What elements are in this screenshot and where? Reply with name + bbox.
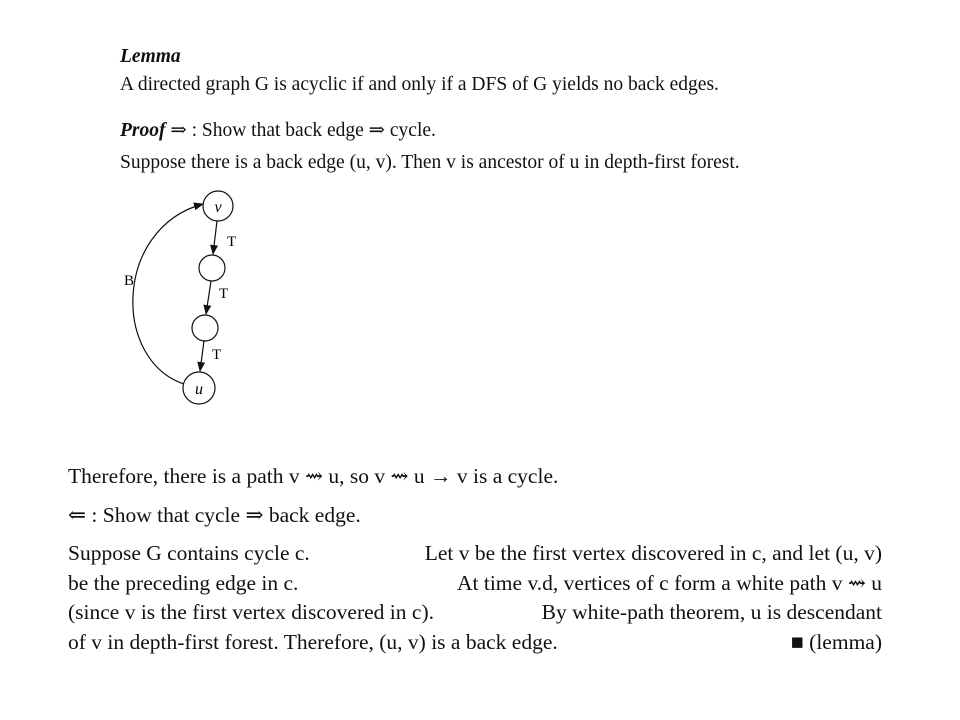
para-line-2-b: At time v.d, vertices of c form a white path v ⇝ u <box>456 571 882 595</box>
para-line-3-b: By white-path theorem, u is descendant <box>541 600 882 624</box>
svg-text:u: u <box>195 381 203 398</box>
qed-lemma: ■ (lemma) <box>790 630 882 654</box>
tree-edge-label-2: T <box>219 286 229 302</box>
proof-forward-text: ⇒ : Show that back edge ⇒ cycle. <box>170 120 436 141</box>
para-line-1 <box>68 541 882 566</box>
tree-edge-3 <box>200 341 204 371</box>
back-edge-label: B <box>124 273 135 289</box>
para-line-1-b: Let v be the first vertex discovered in c, and let (u, v) <box>424 541 882 565</box>
para-line-2 <box>68 571 882 596</box>
lemma-statement: A directed graph G is acyclic if and only if a DFS of G yields no back edges. <box>120 74 719 95</box>
proof-forward-line <box>120 118 436 142</box>
proof-label: Proof <box>120 120 166 141</box>
converse-line: ⇐ : Show that cycle ⇒ back edge. <box>68 503 361 527</box>
para-line-4-text: of v in depth-first forest. Therefore, (u, v) is a back edge. <box>68 630 558 654</box>
tree-edge-1 <box>213 221 217 254</box>
dfs-diagram <box>110 182 280 422</box>
tree-edge-label-1: T <box>227 234 237 250</box>
tree-edge-2 <box>206 281 211 314</box>
para-line-3 <box>68 600 882 625</box>
para-line-3-a: (since v is the first vertex discovered in c). <box>68 600 434 624</box>
tree-edge-label-3: T <box>212 347 222 363</box>
node-mid-2 <box>192 315 218 341</box>
svg-text:v: v <box>214 199 222 216</box>
lemma-title: Lemma <box>120 46 181 67</box>
proof-supposition: Suppose there is a back edge (u, v). Then v is ancestor of u in depth-first forest. <box>120 152 740 173</box>
para-line-1-a: Suppose G contains cycle c. <box>68 541 310 565</box>
para-line-2-a: be the preceding edge in c. <box>68 571 299 595</box>
back-edge <box>133 204 203 384</box>
therefore-line: Therefore, there is a path v ⇝ u, so v ⇝ u → v is a cycle. <box>68 464 559 488</box>
para-line-4 <box>68 630 882 655</box>
node-u <box>183 372 215 404</box>
node-v <box>203 191 233 221</box>
node-mid-1 <box>199 255 225 281</box>
